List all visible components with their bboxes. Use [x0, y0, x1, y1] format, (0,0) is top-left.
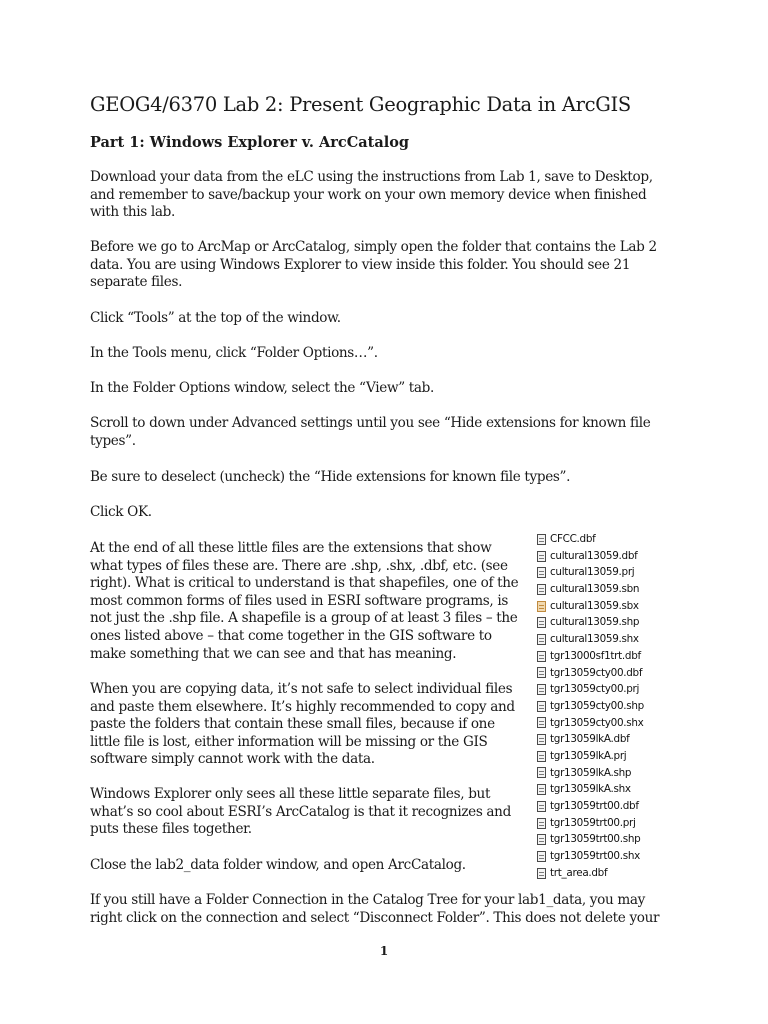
- file-name: cultural13059.shx: [550, 633, 639, 646]
- paragraph-view-tab: In the Folder Options window, select the “View” tab.: [90, 380, 434, 396]
- paragraph-arccatalog-recognizes: Windows Explorer only sees all these little separate files, but what’s so cool about ESRI’s ArcCatalog is that it recognizes and puts these files together.: [90, 786, 511, 838]
- file-name: CFCC.dbf: [550, 533, 596, 545]
- file-name: tgr13000sf1trt.dbf: [550, 649, 641, 662]
- paragraph-deselect: Be sure to deselect (uncheck) the “Hide extensions for known file types”.: [90, 469, 571, 485]
- file-name: tgr13059cty00.dbf: [550, 666, 643, 679]
- file-name: trt_area.dbf: [550, 866, 608, 879]
- file-name: cultural13059.dbf: [550, 549, 638, 562]
- file-list-item: [537, 865, 644, 882]
- file-list-item: [537, 798, 644, 815]
- file-list-item: [537, 698, 644, 715]
- prj-file-icon: [537, 818, 546, 829]
- paragraph-copying-data: When you are copying data, it’s not safe to select individual files and paste them elsewhere. It’s highly recommended to copy and paste the folders that contain these small files, because if one little file is lost, either information will be missing or the GIS software simply cannot work with the data.: [90, 681, 515, 768]
- sbn-file-icon: [537, 584, 546, 595]
- file-list-item: [537, 731, 644, 748]
- file-name: cultural13059.sbx: [550, 599, 639, 612]
- file-list-item: [537, 748, 644, 765]
- paragraph-click-tools: Click “Tools” at the top of the window.: [90, 310, 341, 326]
- dbf-file-icon: [537, 868, 546, 879]
- file-list-item: [537, 581, 644, 598]
- file-listing: [537, 531, 644, 881]
- dbf-file-icon: [537, 534, 546, 545]
- paragraph-close-folder: Close the lab2_data folder window, and open ArcCatalog.: [90, 857, 466, 873]
- shx-file-icon: [537, 717, 546, 728]
- dbf-file-icon: [537, 551, 546, 562]
- paragraph-folder-options: In the Tools menu, click “Folder Options…”.: [90, 345, 378, 361]
- file-list-item: [537, 531, 644, 548]
- document-title: GEOG4/6370 Lab 2: Present Geographic Data in ArcGIS: [90, 93, 631, 116]
- file-name: tgr13059trt00.prj: [550, 816, 636, 829]
- file-name: tgr13059lkA.prj: [550, 749, 627, 762]
- file-list-item: [537, 815, 644, 832]
- paragraph-download: Download your data from the eLC using the instructions from Lab 1, save to Desktop, and remember to save/backup your work on your own memory device when finished with this lab.: [90, 169, 653, 221]
- file-list-item: [537, 765, 644, 782]
- shp-file-icon: [537, 834, 546, 845]
- file-name: tgr13059trt00.dbf: [550, 800, 639, 812]
- file-name: tgr13059trt00.shp: [550, 833, 641, 846]
- file-list-item: [537, 681, 644, 698]
- file-list-item: [537, 665, 644, 682]
- shx-file-icon: [537, 851, 546, 862]
- file-name: tgr13059lkA.shx: [550, 783, 631, 796]
- sbx-file-icon: [537, 601, 546, 612]
- shx-file-icon: [537, 784, 546, 795]
- shp-file-icon: [537, 701, 546, 712]
- shx-file-icon: [537, 634, 546, 645]
- dbf-file-icon: [537, 734, 546, 745]
- file-name: tgr13059trt00.shx: [550, 850, 640, 863]
- file-name: tgr13059cty00.shp: [550, 699, 644, 712]
- shp-file-icon: [537, 767, 546, 778]
- prj-file-icon: [537, 684, 546, 695]
- file-name: tgr13059lkA.shp: [550, 766, 632, 779]
- paragraph-extensions: At the end of all these little files are the extensions that show what types of files these are. There are .shp, .shx, .dbf, etc. (see right). What is critical to understand is that shapefiles, one of the most common forms of files used in ESRI software programs, is not just the .shp file. A shapefile is a group of at least 3 files – the ones listed above – that come together in the GIS software to make something that we can see and that has meaning.: [90, 540, 519, 662]
- file-list-item: [537, 715, 644, 732]
- file-name: tgr13059lkA.dbf: [550, 733, 630, 746]
- part-heading: Part 1: Windows Explorer v. ArcCatalog: [90, 134, 410, 151]
- file-name: tgr13059cty00.shx: [550, 716, 644, 729]
- page-number: 1: [379, 944, 389, 958]
- file-list-item: [537, 548, 644, 565]
- file-list-item: [537, 781, 644, 798]
- file-list-item: [537, 598, 644, 615]
- dbf-file-icon: [537, 801, 546, 812]
- file-list-item: [537, 631, 644, 648]
- paragraph-open-folder: Before we go to ArcMap or ArcCatalog, simply open the folder that contains the Lab 2 data. You are using Windows Explorer to view inside this folder. You should see 21 separate files.: [90, 239, 657, 291]
- file-name: cultural13059.shp: [550, 616, 640, 629]
- paragraph-scroll-advanced: Scroll to down under Advanced settings until you see “Hide extensions for known file types”.: [90, 415, 651, 449]
- file-name: cultural13059.prj: [550, 566, 635, 579]
- file-list-item: [537, 614, 644, 631]
- file-name: tgr13059cty00.prj: [550, 683, 640, 696]
- file-list-item: [537, 648, 644, 665]
- dbf-file-icon: [537, 667, 546, 678]
- shp-file-icon: [537, 617, 546, 628]
- prj-file-icon: [537, 567, 546, 578]
- file-list-item: [537, 831, 644, 848]
- dbf-file-icon: [537, 651, 546, 662]
- paragraph-disconnect-folder: If you still have a Folder Connection in the Catalog Tree for your lab1_data, you may right click on the connection and select “Disconnect Folder”. This does not delete your: [90, 892, 660, 926]
- prj-file-icon: [537, 751, 546, 762]
- paragraph-click-ok: Click OK.: [90, 504, 152, 520]
- file-name: cultural13059.sbn: [550, 583, 640, 596]
- file-list-item: [537, 848, 644, 865]
- file-list-item: [537, 564, 644, 581]
